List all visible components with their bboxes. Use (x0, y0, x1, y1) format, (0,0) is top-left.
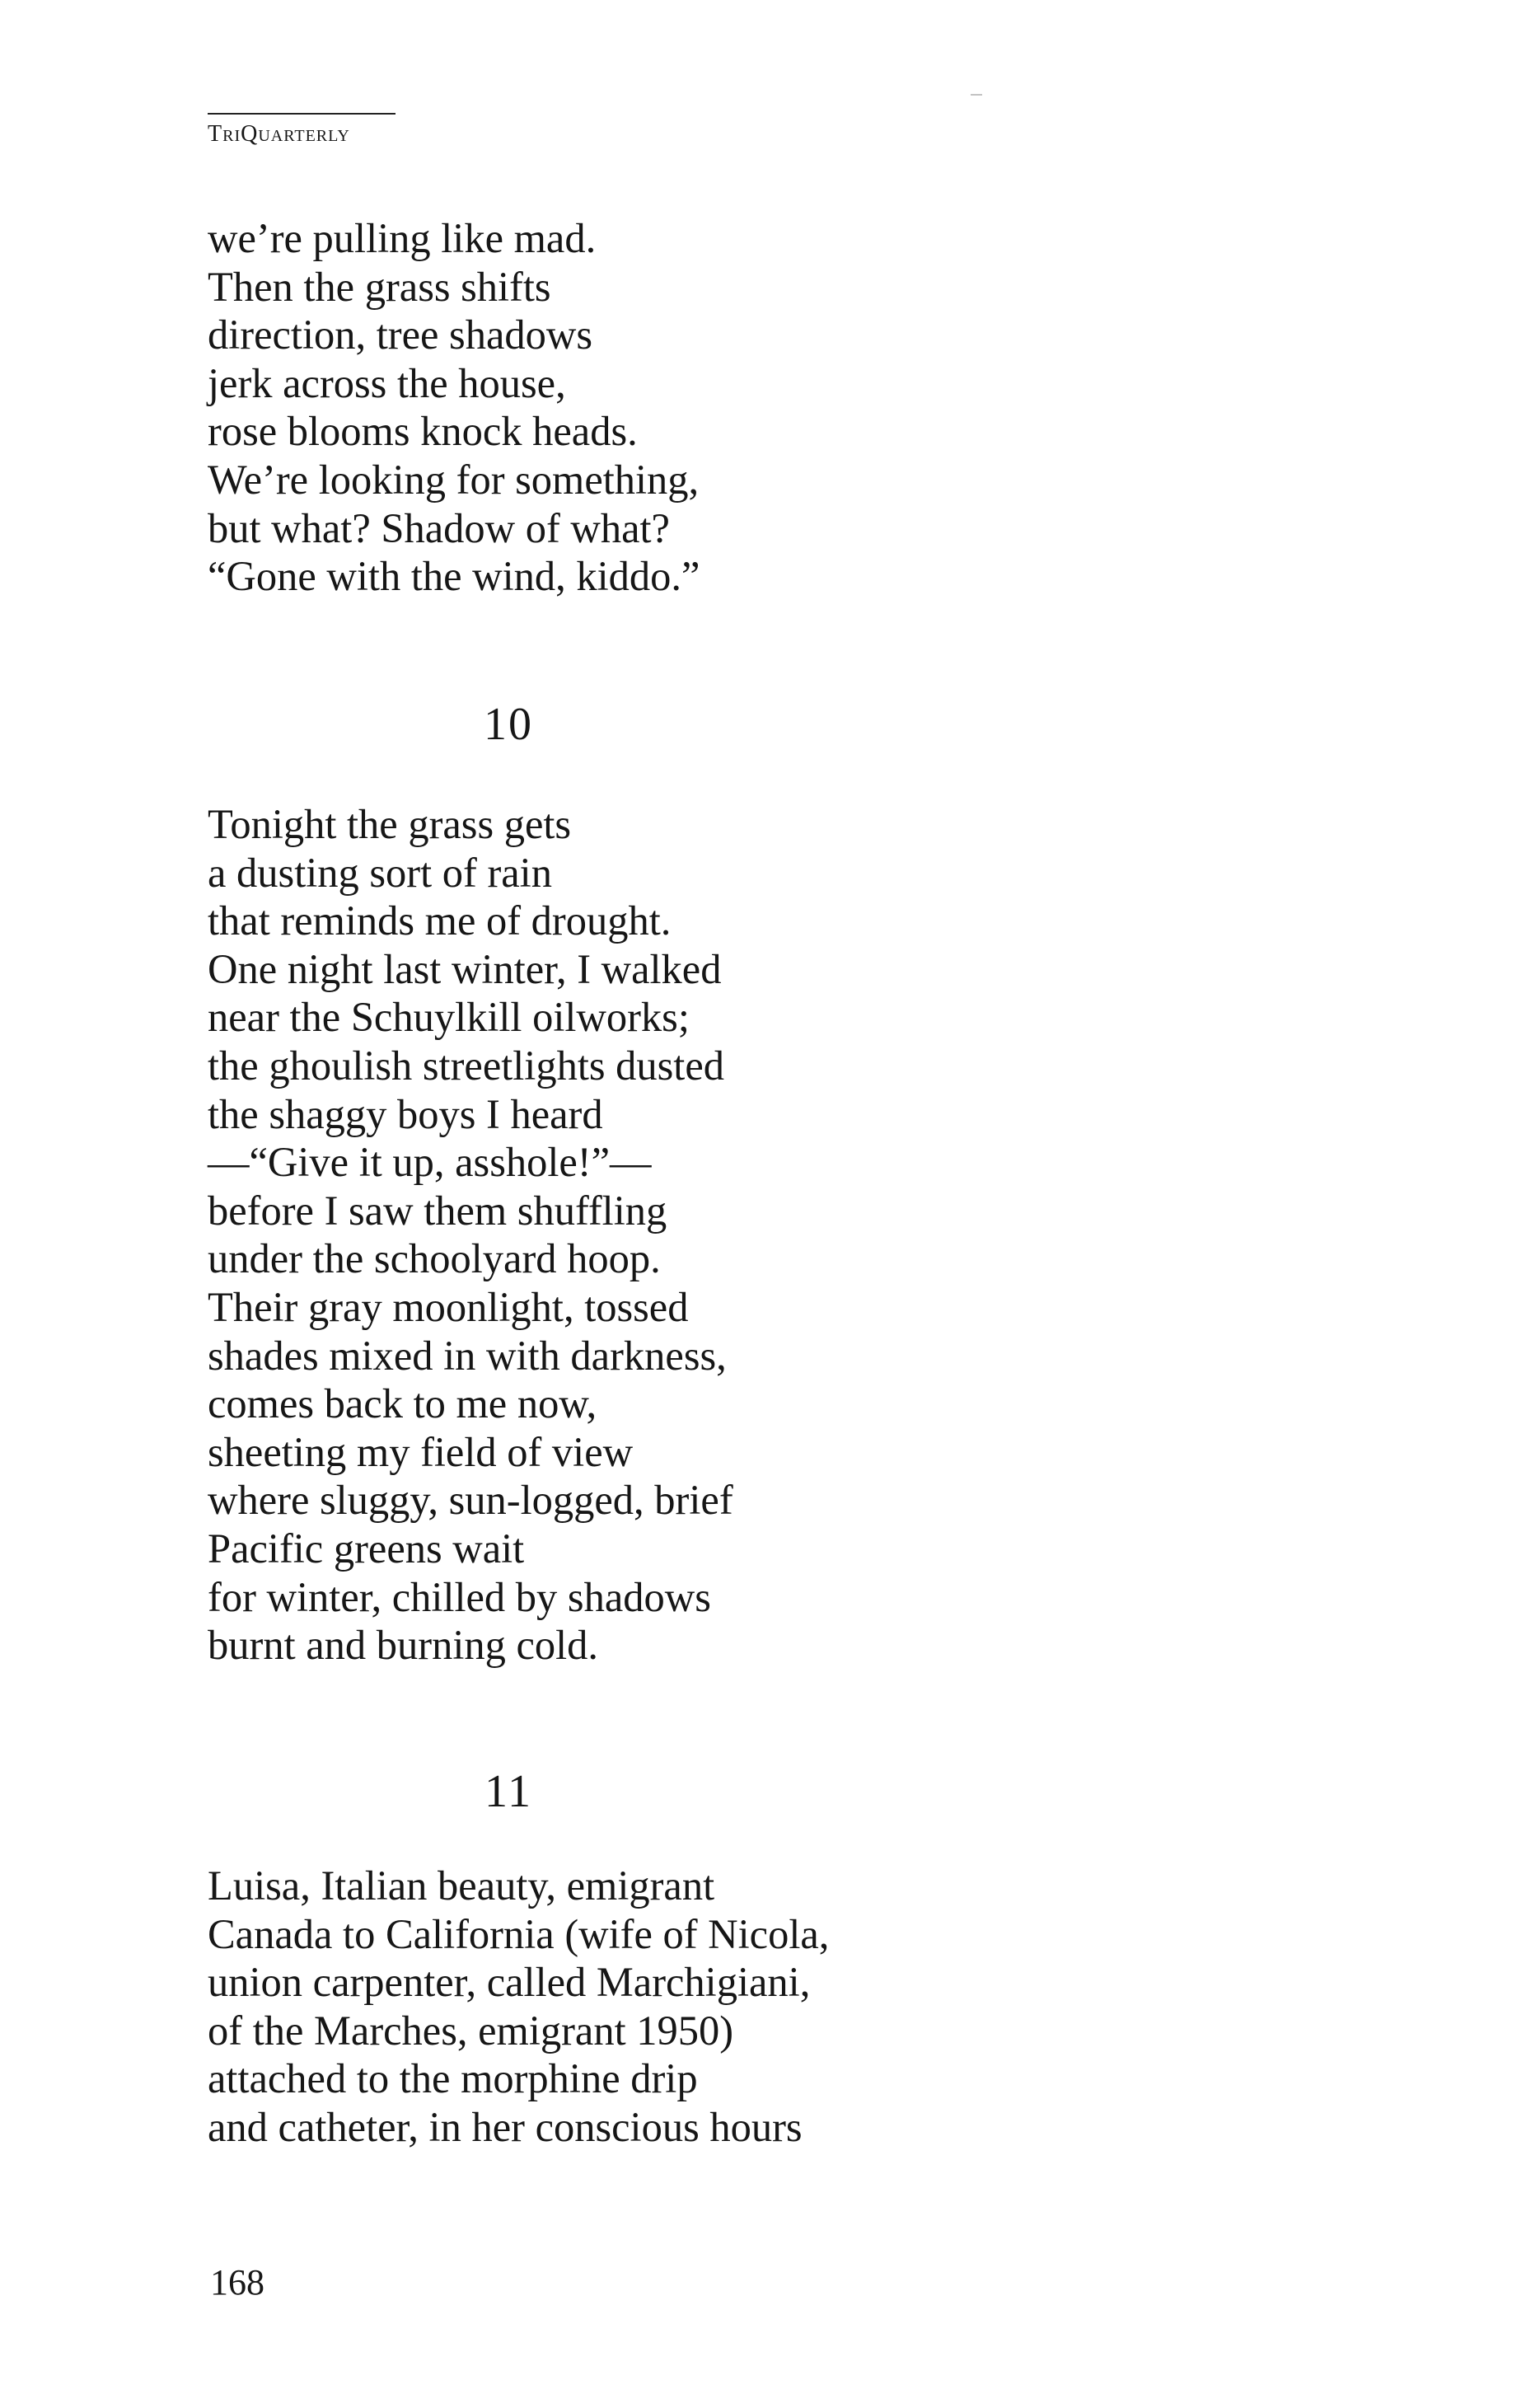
section-number: 10 (484, 699, 533, 750)
poem-line: Then the grass shifts (208, 263, 551, 310)
poem-line: attached to the morphine drip (208, 2055, 698, 2102)
poem-line: before I saw them shuffling (208, 1187, 667, 1234)
poem-line: Tonight the grass gets (208, 801, 572, 847)
poem-line: rose blooms knock heads. (208, 408, 638, 455)
poem-line: but what? Shadow of what? (208, 504, 670, 551)
poem-line: for winter, chilled by shadows (208, 1573, 711, 1620)
poem-stanza (208, 1862, 829, 2152)
poem-line: Their gray moonlight, tossed (208, 1283, 689, 1330)
poem-line: union carpenter, called Marchigiani, (208, 1959, 811, 2006)
poem-line: direction, tree shadows (208, 312, 592, 358)
poem-line: a dusting sort of rain (208, 849, 552, 896)
poem-line: shades mixed in with darkness, (208, 1332, 727, 1379)
section-number: 11 (484, 1766, 532, 1817)
running-head: TriQuarterly (208, 113, 396, 146)
scan-speck (971, 94, 982, 96)
poem-line: the ghoulish streetlights dusted (208, 1042, 724, 1089)
poem-line: we’re pulling like mad. (208, 215, 597, 261)
poem-line: jerk across the house, (208, 359, 566, 406)
poem-line: burnt and burning cold. (208, 1622, 599, 1669)
poem-line: Luisa, Italian beauty, emigrant (208, 1862, 715, 1909)
poem-line: —“Give it up, asshole!”— (208, 1139, 652, 1186)
poem-line: comes back to me now, (208, 1380, 597, 1427)
poem-line: near the Schuylkill oilworks; (208, 994, 690, 1041)
poem-line: the shaggy boys I heard (208, 1090, 603, 1137)
poem-line: sheeting my field of view (208, 1428, 634, 1475)
poem-line: Canada to California (wife of Nicola, (208, 1910, 830, 1957)
page-number: 168 (210, 2262, 264, 2303)
poem-line: of the Marches, emigrant 1950) (208, 2007, 734, 2054)
poem-stanza (208, 800, 733, 1670)
poem-line: that reminds me of drought. (208, 897, 672, 944)
poem-line: “Gone with the wind, kiddo.” (208, 553, 700, 600)
poem-line: where sluggy, sun-logged, brief (208, 1477, 733, 1524)
poem-line: One night last winter, I walked (208, 945, 722, 992)
poem-line: Pacific greens wait (208, 1525, 525, 1572)
poem-line: We’re looking for something, (208, 456, 700, 503)
poem-line: and catheter, in her conscious hours (208, 2103, 803, 2150)
poem-stanza (208, 214, 700, 601)
poem-line: under the schoolyard hoop. (208, 1235, 661, 1282)
